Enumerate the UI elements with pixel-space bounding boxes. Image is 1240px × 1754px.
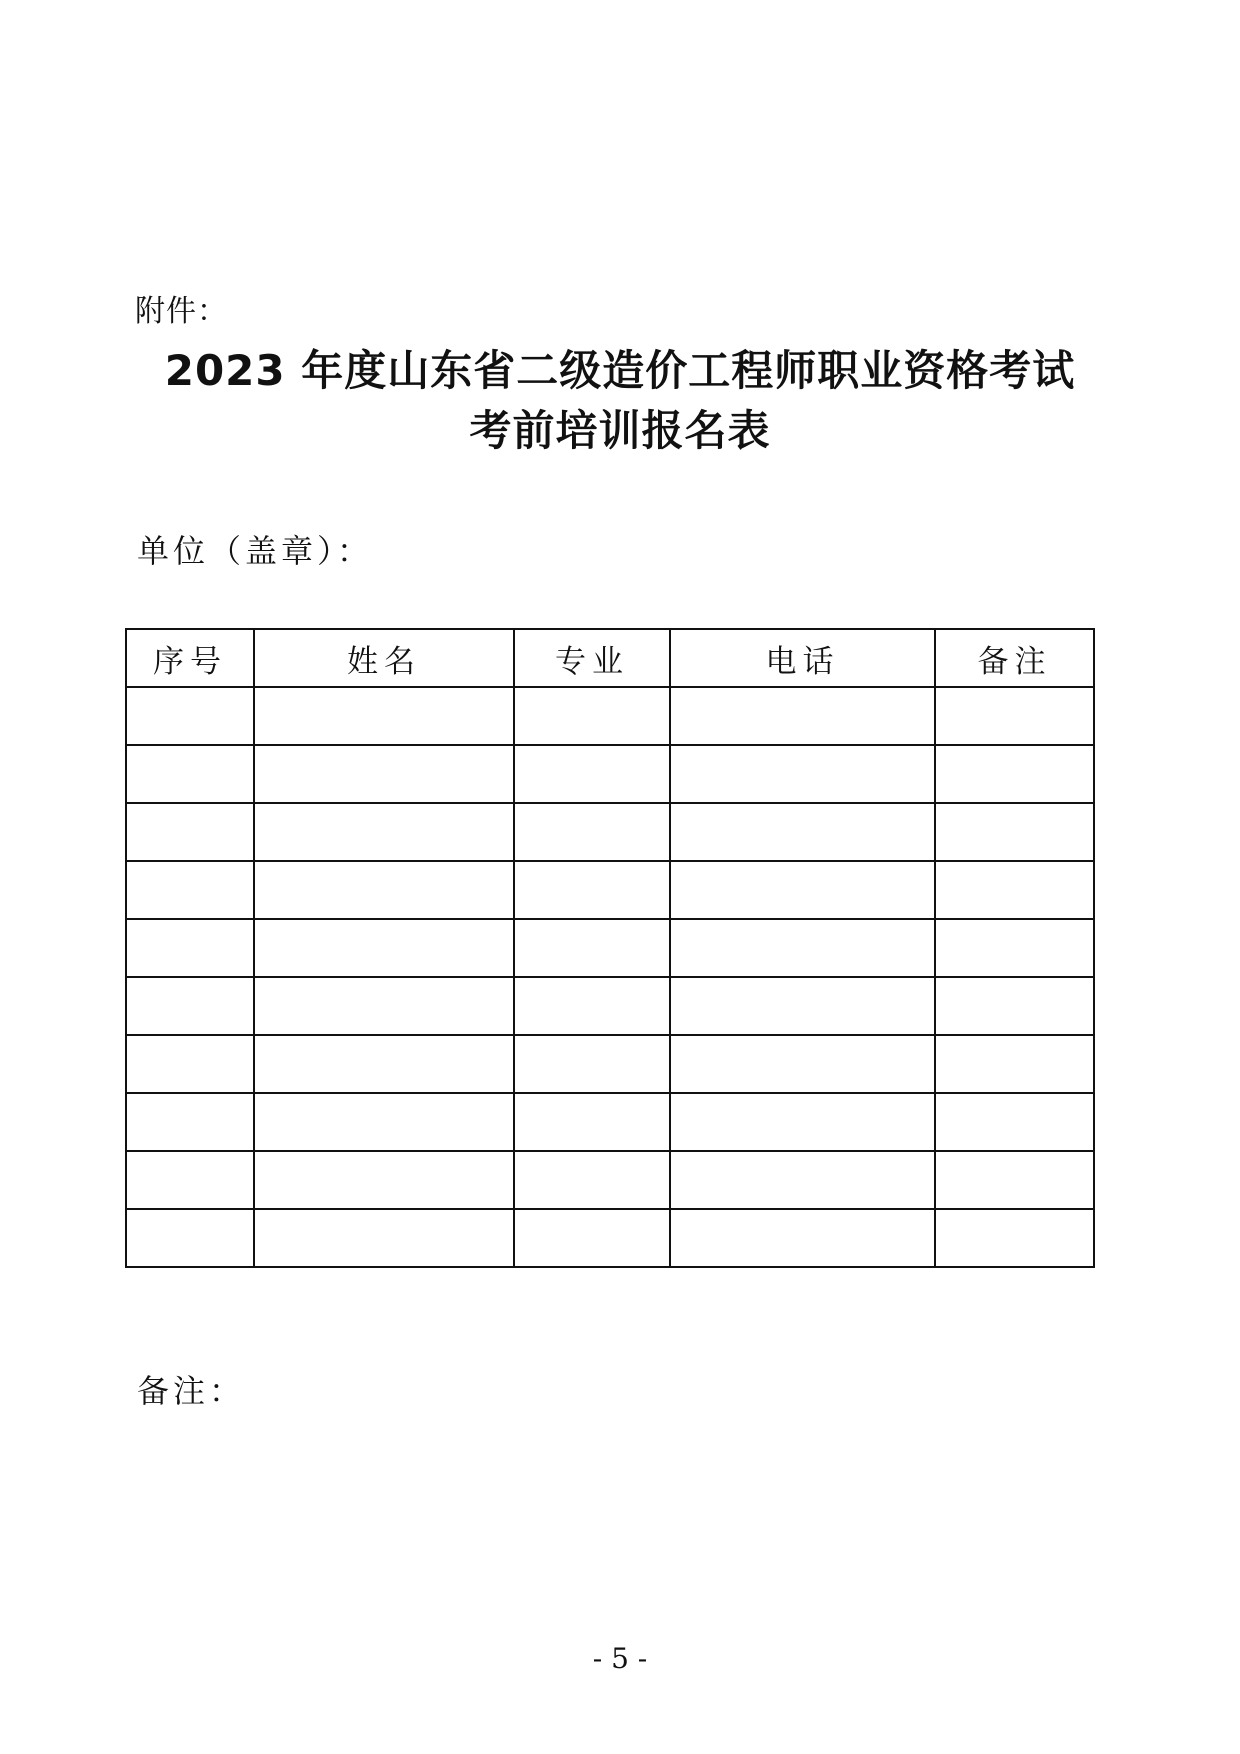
cell-phone bbox=[670, 1151, 935, 1209]
remarks-label: 备注： bbox=[137, 1372, 246, 1410]
cell-remarks bbox=[935, 861, 1094, 919]
cell-remarks bbox=[935, 1151, 1094, 1209]
cell-name bbox=[254, 1209, 514, 1267]
cell-serial-number bbox=[126, 919, 254, 977]
unit-seal-label: 单位（盖章）： bbox=[137, 532, 374, 570]
cell-remarks bbox=[935, 745, 1094, 803]
document-title-line-2: 考前培训报名表 bbox=[469, 406, 771, 455]
cell-major bbox=[514, 977, 670, 1035]
cell-serial-number bbox=[126, 1093, 254, 1151]
cell-name bbox=[254, 1151, 514, 1209]
cell-phone bbox=[670, 803, 935, 861]
table-row bbox=[126, 1035, 1094, 1093]
table-row bbox=[126, 1151, 1094, 1209]
cell-remarks bbox=[935, 977, 1094, 1035]
cell-major bbox=[514, 687, 670, 745]
cell-serial-number bbox=[126, 1151, 254, 1209]
cell-remarks bbox=[935, 1035, 1094, 1093]
cell-phone bbox=[670, 1209, 935, 1267]
cell-major bbox=[514, 1151, 670, 1209]
cell-remarks bbox=[935, 1093, 1094, 1151]
cell-phone bbox=[670, 861, 935, 919]
table-body bbox=[126, 687, 1094, 1267]
cell-serial-number bbox=[126, 687, 254, 745]
page-number: - 5 - bbox=[592, 1642, 648, 1675]
cell-phone bbox=[670, 977, 935, 1035]
cell-phone bbox=[670, 745, 935, 803]
cell-name bbox=[254, 861, 514, 919]
cell-remarks bbox=[935, 687, 1094, 745]
table-row bbox=[126, 1209, 1094, 1267]
document-title-line-1: 2023 年度山东省二级造价工程师职业资格考试 bbox=[164, 346, 1076, 395]
cell-major bbox=[514, 1209, 670, 1267]
header-remarks: 备注 bbox=[935, 629, 1094, 687]
table-row bbox=[126, 803, 1094, 861]
header-major: 专业 bbox=[514, 629, 670, 687]
table-header-row bbox=[126, 629, 1094, 687]
cell-phone bbox=[670, 687, 935, 745]
header-serial-number: 序号 bbox=[126, 629, 254, 687]
cell-major bbox=[514, 745, 670, 803]
cell-name bbox=[254, 919, 514, 977]
cell-serial-number bbox=[126, 803, 254, 861]
cell-name bbox=[254, 977, 514, 1035]
cell-major bbox=[514, 1093, 670, 1151]
cell-name bbox=[254, 687, 514, 745]
cell-serial-number bbox=[126, 745, 254, 803]
header-phone: 电话 bbox=[670, 629, 935, 687]
table-row bbox=[126, 745, 1094, 803]
table-row bbox=[126, 687, 1094, 745]
cell-name bbox=[254, 803, 514, 861]
cell-serial-number bbox=[126, 1035, 254, 1093]
cell-serial-number bbox=[126, 977, 254, 1035]
cell-serial-number bbox=[126, 1209, 254, 1267]
cell-remarks bbox=[935, 803, 1094, 861]
cell-major bbox=[514, 861, 670, 919]
cell-phone bbox=[670, 1093, 935, 1151]
cell-major bbox=[514, 1035, 670, 1093]
table-row bbox=[126, 919, 1094, 977]
table-row bbox=[126, 861, 1094, 919]
cell-name bbox=[254, 1093, 514, 1151]
cell-phone bbox=[670, 1035, 935, 1093]
cell-name bbox=[254, 1035, 514, 1093]
attachment-label: 附件： bbox=[135, 294, 228, 329]
header-name: 姓名 bbox=[254, 629, 514, 687]
cell-phone bbox=[670, 919, 935, 977]
cell-name bbox=[254, 745, 514, 803]
cell-major bbox=[514, 919, 670, 977]
registration-table bbox=[125, 628, 1095, 1268]
cell-remarks bbox=[935, 919, 1094, 977]
cell-serial-number bbox=[126, 861, 254, 919]
table-row bbox=[126, 1093, 1094, 1151]
cell-major bbox=[514, 803, 670, 861]
table-row bbox=[126, 977, 1094, 1035]
cell-remarks bbox=[935, 1209, 1094, 1267]
